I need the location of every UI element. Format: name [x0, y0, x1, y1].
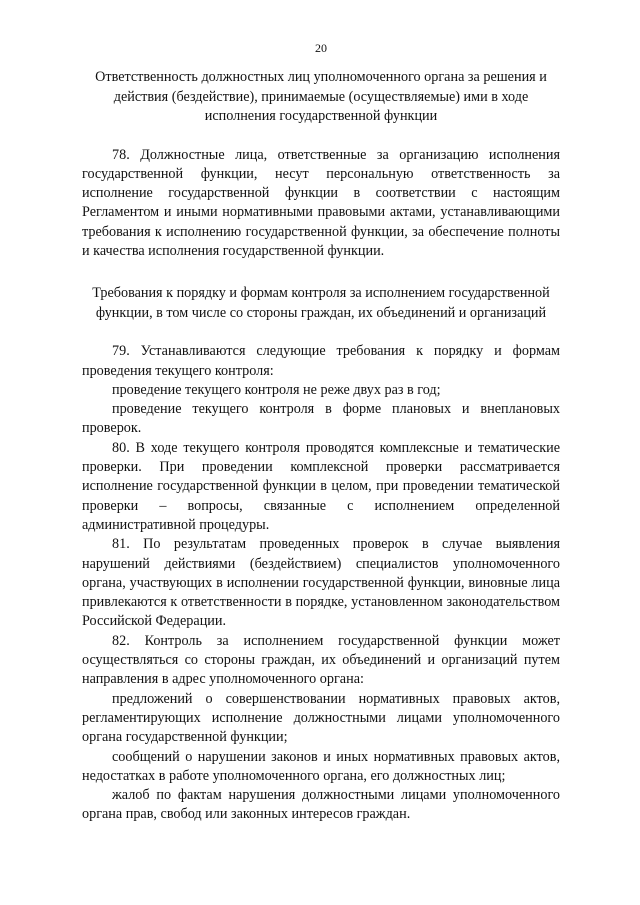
section-heading-responsibility: Ответственность должностных лиц уполномоченного органа за решения и действия (бездействие), принимаемые (осуществляемые) ими в ходе исполнения государственной функции — [95, 69, 547, 124]
paragraph-82: 82. Контроль за исполнением государственной функции может осуществляться со стороны граждан, их объединений и организаций путем направления в адрес уполномоченного органа: — [82, 632, 560, 688]
paragraph-80: 80. В ходе текущего контроля проводятся комплексные и тематические проверки. При проведении комплексной проверки рассматривается исполнение государственной функции в целом, при проведении тематической проверки – вопросы, связанные с исполнением определенной административной процедуры. — [82, 439, 560, 533]
paragraph-78: 78. Должностные лица, ответственные за организацию исполнения государственной функции, несут персональную ответственность за исполнение государственной функции в соответствии с настоящим Регламентом и иными нормативными правовыми актами, устанавливающими требования к исполнению государственной функции, за обеспечение полноты и качества исполнения государственной функции. — [82, 146, 560, 259]
document-page — [82, 0, 560, 825]
paragraph-82-item-2: сообщений о нарушении законов и иных нормативных правовых актов, недостатках в работе уполномоченного органа, его должностных лиц; — [82, 748, 560, 784]
paragraph-82-item-1: предложений о совершенствовании нормативных правовых актов, регламентирующих исполнение должностными лицами уполномоченного органа государственной функции; — [82, 690, 560, 746]
paragraph-81: 81. По результатам проведенных проверок в случае выявления нарушений действиями (бездействием) специалистов уполномоченного органа, участвующих в исполнении государственной функции, виновные лица привлекаются к ответственности в порядке, установленном законодательством Российской Федерации. — [82, 536, 560, 630]
section-control-requirements — [82, 342, 560, 824]
page-number: 20 — [315, 41, 327, 55]
paragraph-82-item-3: жалоб по фактам нарушения должностными лицами уполномоченного органа прав, свобод или законных интересов граждан. — [82, 787, 560, 823]
paragraph-79-item-2: проведение текущего контроля в форме плановых и внеплановых проверок. — [82, 401, 560, 437]
section-heading-control-requirements: Требования к порядку и формам контроля за исполнением государственной функции, в том числе со стороны граждан, их объединений и организаций — [92, 285, 550, 321]
section-responsibility — [82, 146, 560, 262]
paragraph-79: 79. Устанавливаются следующие требования к порядку и формам проведения текущего контроля: — [82, 343, 560, 379]
paragraph-79-item-1: проведение текущего контроля не реже двух раз в год; — [112, 381, 441, 398]
